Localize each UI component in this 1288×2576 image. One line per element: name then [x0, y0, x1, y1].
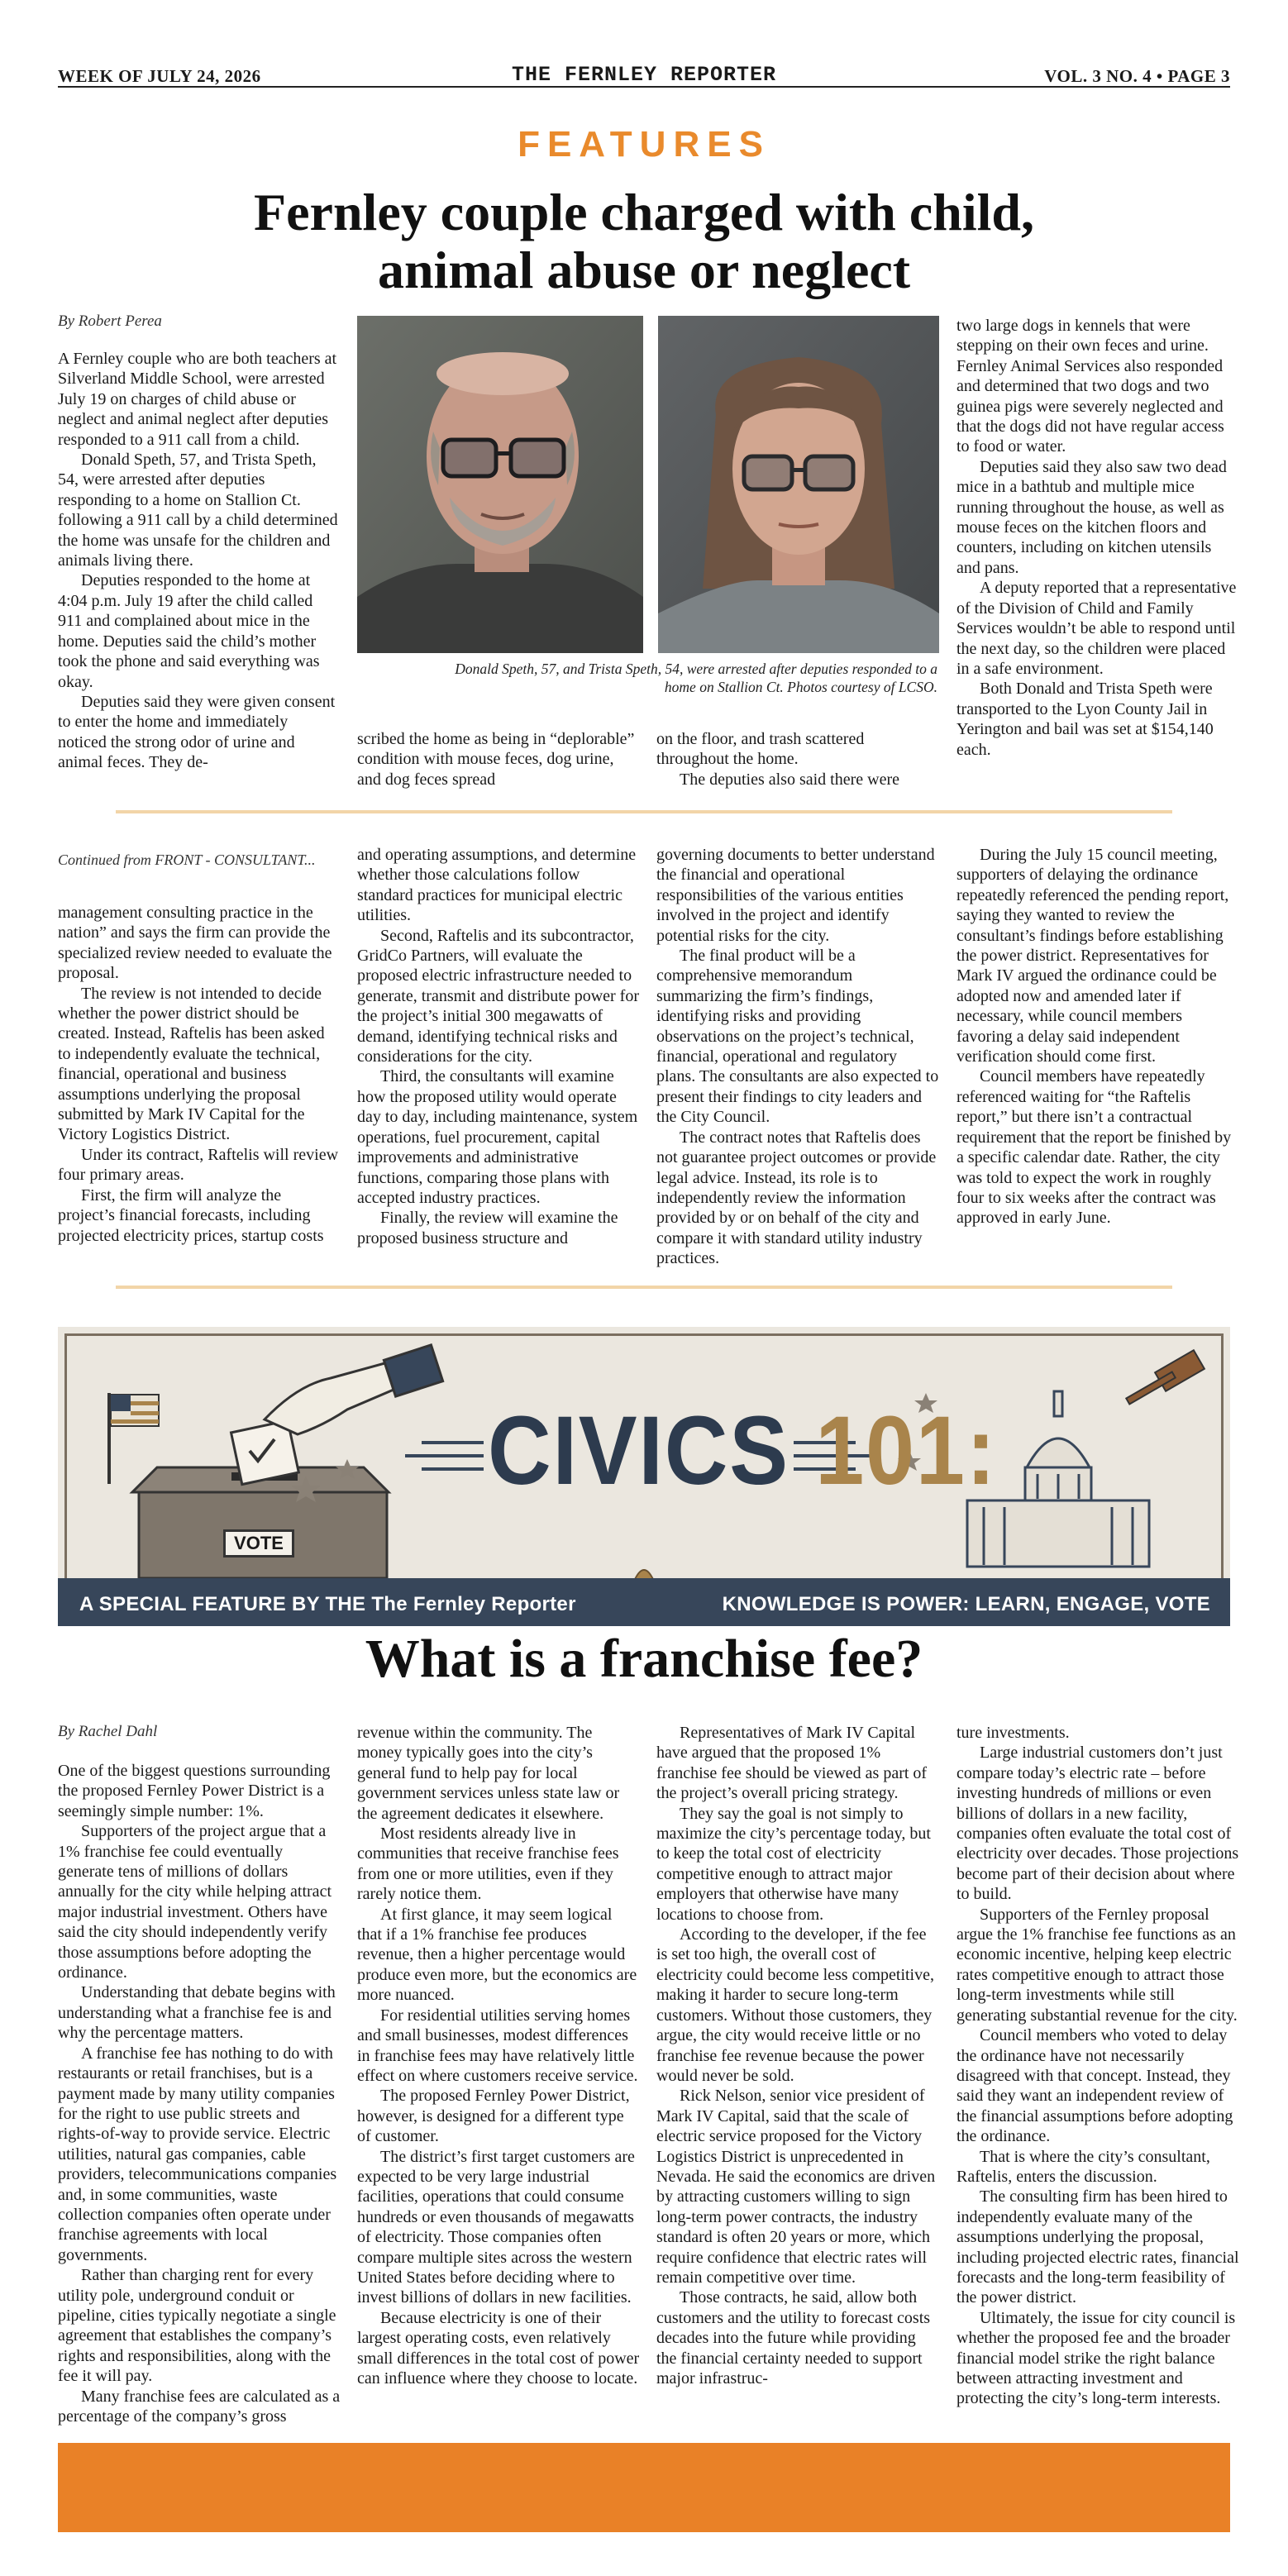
paragraph: The district’s first target customers are expected to be very large industrial facilities, operations that could consume hundreds or even thousands of megawatts of electricity. Those companies often compare multiple sites across the western United States before deciding where to invest billions of dollars in new facilities. — [357, 2147, 635, 2307]
paragraph: Finally, the review will examine the proposed business structure and — [357, 1209, 618, 1247]
paragraph: ture investments. — [956, 1724, 1070, 1742]
paragraph: Ultimately, the issue for city council is whether the proposed fee and the broader financial model strike the right balance between attracting investment and protecting the city’s long-term interests. — [956, 2308, 1236, 2408]
ballot-box-icon — [132, 1467, 389, 1578]
paragraph: Donald Speth, 57, and Trista Speth, 54, were arrested after deputies responding to a home on Stallion Ct. following a 911 call by a child determined the home was unsafe for the children and animals living there. — [58, 451, 338, 570]
paragraph: Those contracts, he said, allow both customers and the utility to forecast costs decades into the future while providing the financial certainty needed to support major infrastruc- — [656, 2288, 931, 2388]
paragraph: Supporters of the project argue that a 1% franchise fee could eventually generate tens of millions of dollars annually for the city while helping attract major industrial investment. Others have said the city should independently verify those assumptions before adopting the ordinance. — [58, 1822, 332, 1982]
article1-col2 — [357, 729, 640, 789]
article2-col4 — [956, 845, 1239, 1228]
paragraph: That is where the city’s consultant, Raftelis, enters the discussion. — [956, 2147, 1210, 2186]
paragraph: The contract notes that Raftelis does not guarantee project outcomes or provide legal advice. Instead, its role is to independently review the information provided by or on behalf of the city and compare it with standard utility industry practices. — [656, 1128, 937, 1268]
civics-title — [488, 1395, 997, 1507]
paragraph: A deputy reported that a representative of the Division of Child and Family Services wouldn’t be able to respond until the next day, so the children were placed in a safe environment. — [956, 579, 1237, 678]
paragraph: Council members who voted to delay the ordinance have not necessarily disagreed with that concept. Instead, they said they want an independent review of the financial assumptions before adopting the ordinance. — [956, 2026, 1233, 2146]
continued-label: Continued from FRONT - CONSULTANT... — [58, 852, 316, 868]
paragraph: At first glance, it may seem logical that if a 1% franchise fee produces revenue, then a higher percentage would produce even more, but the economics are more nuanced. — [357, 1905, 637, 2005]
masthead — [58, 63, 1230, 88]
article3-col1 — [58, 1761, 341, 2426]
hand-ballot-icon — [231, 1345, 443, 1485]
paragraph: The proposed Fernley Power District, however, is designed for a different type of customer. — [357, 2087, 630, 2146]
article3-col3 — [656, 1723, 939, 2388]
article2-col1 — [58, 903, 341, 1246]
paragraph: and operating assumptions, and determine whether those calculations follow standard practices for municipal electric utilities. — [357, 846, 637, 925]
paragraph: two large dogs in kennels that were stepping on their own feces and urine. Fernley Animal Services also responded and determined that two dogs and two guinea pigs were severely neglected and that the dogs did not have regular access to food or water. — [956, 317, 1224, 456]
caption-line: home on Stallion Ct. Photos courtesy of LCSO. — [664, 679, 937, 695]
paragraph: They say the goal is not simply to maximize the city’s percentage today, but to keep the total cost of electricity competitive enough to attract major employers that otherwise have many locations to choose from. — [656, 1804, 931, 1924]
paragraph: During the July 15 council meeting, supporters of delaying the ordinance repeatedly referenced the pending report, saying they wanted to review the consultant’s findings before establishing the power district. Representatives for Mark IV argued the ordinance could be adopted now and amended later if necessary, while council members favoring a delay said independent verification should come first. — [956, 846, 1229, 1066]
article3-col2 — [357, 1723, 640, 2388]
paragraph: A franchise fee has nothing to do with restaurants or retail franchises, but is a payment made by many utility companies for the right to use public streets and rights-of-way to provide service. Electric utilities, natural gas companies, cable providers, telecommunications companies and, in some communities, waste collection companies often operate under franchise agreements with local governments. — [58, 2044, 337, 2264]
paragraph: The deputies also said there were — [680, 770, 900, 789]
article1-col4 — [956, 316, 1239, 760]
woman-photo-illustration — [658, 316, 939, 653]
paragraph: on the floor, and trash scattered throughout the home. — [656, 730, 865, 769]
headline-line: animal abuse or neglect — [377, 241, 911, 299]
section-divider — [116, 1286, 1172, 1289]
paragraph: Deputies said they also saw two dead mice in a bathtub and multiple mice running throughout the house, as well as mouse feces on the kitchen floors and counters, including on kitchen utensils and pans. — [956, 457, 1227, 577]
paragraph: Most residents already live in communities that receive franchise fees from one or more utilities, even if they rarely notice them. — [357, 1825, 619, 1904]
paragraph: revenue within the community. The money typically goes into the city’s general fund to help pay for local government services unless state law or the agreement dedicates it elsewhere. — [357, 1724, 620, 1823]
paragraph: Understanding that debate begins with understanding what a franchise fee is and why the percentage matters. — [58, 1983, 336, 2043]
paragraph: Supporters of the Fernley proposal argue the 1% franchise fee functions as an economic incentive, helping keep electric rates competitive enough to attract those long-term investments while still generating substantial revenue for the city. — [956, 1905, 1238, 2025]
article3-headline: What is a franchise fee? — [365, 1629, 923, 1689]
paper-name: THE FERNLEY REPORTER — [511, 63, 777, 87]
paragraph: First, the firm will analyze the project’s financial forecasts, including projected electricity prices, startup costs — [58, 1185, 324, 1245]
article1-headline — [0, 184, 1288, 299]
byline: By Rachel Dahl — [58, 1723, 158, 1740]
civics-banner — [58, 1327, 1230, 1626]
headline-line: Fernley couple charged with child, — [254, 183, 1034, 241]
caption-line: Donald Speth, 57, and Trista Speth, 54, were arrested after deputies responded to a — [455, 661, 937, 677]
article2-col3 — [656, 845, 939, 1269]
woman-mugshot — [658, 316, 939, 653]
banner-tagline-right: KNOWLEDGE IS POWER: LEARN, ENGAGE, VOTE — [722, 1593, 1210, 1615]
paragraph: Second, Raftelis and its subcontractor, GridCo Partners, will evaluate the proposed electric infrastructure needed to generate, transmit and distribute power for the project’s initial 300 megawatts of demand, identifying technical risks and considerations for the city. — [357, 926, 639, 1066]
flag-icon — [107, 1393, 159, 1484]
paragraph: The final product will be a comprehensive memorandum summarizing the firm’s findings, identifying risks and providing observations on the project’s technical, financial, operational and regulatory plans. The consultants are also expected to present their findings to city leaders and the City Council. — [656, 947, 939, 1127]
paragraph: Representatives of Mark IV Capital have argued that the proposed 1% franchise fee should be viewed as part of the project’s overall pricing strategy. — [656, 1724, 928, 1803]
paragraph: The review is not intended to decide whether the power district should be created. Instead, Raftelis has been asked to independently evaluate the technical, financial, operational and business assumptions underlying the proposal submitted by Mark IV Capital for the Victory Logistics District. — [58, 984, 325, 1144]
paragraph: Under its contract, Raftelis will review four primary areas. — [58, 1145, 339, 1185]
paragraph: Both Donald and Trista Speth were transported to the Lyon County Jail in Yerington and bail was set at $154,140 each. — [956, 680, 1214, 759]
paragraph: Many franchise fees are calculated as a percentage of the company’s gross — [58, 2387, 341, 2426]
byline: By Robert Perea — [58, 312, 162, 330]
issue-number: VOL. 3 NO. 4 • PAGE 3 — [1044, 66, 1230, 86]
section-title: FEATURES — [518, 124, 770, 165]
man-mugshot — [357, 316, 643, 653]
paragraph: Large industrial customers don’t just compare today’s electric rate – before investing hundreds of millions or even billions of dollars in a new facility, companies often evaluate the total cost of electricity over decades. Those projections become part of their decision about where to build. — [956, 1744, 1239, 1904]
paragraph: The consulting firm has been hired to independently evaluate many of the assumptions underlying the proposal, including projected electric rates, financial forecasts and the long-term feasibility of the power district. — [956, 2187, 1239, 2307]
paragraph: Deputies responded to the home at 4:04 p.m. July 19 after the child called 911 and complained about mice in the home. Deputies said the child’s mother took the phone and said everything was okay. — [58, 571, 320, 691]
footer-bar — [58, 2443, 1230, 2532]
vote-label: VOTE — [223, 1529, 294, 1558]
banner-strip — [58, 1578, 1230, 1626]
section-divider — [116, 810, 1172, 813]
issue-date: WEEK OF JULY 24, 2026 — [58, 66, 261, 86]
civics-number: 101: — [815, 1396, 997, 1505]
article3-col4 — [956, 1723, 1239, 2409]
paragraph: According to the developer, if the fee is set too high, the overall cost of electricity could become less competitive, making it harder to secure long-term customers. Without those customers, they argue, the city would receive little or no franchise fee revenue because the power would never be sold. — [656, 1925, 934, 2085]
paragraph: Because electricity is one of their largest operating costs, even relatively small differences in the total cost of power can influence where they choose to locate. — [357, 2308, 640, 2388]
paragraph: Rick Nelson, senior vice president of Mark IV Capital, said that the scale of electric service proposed for the Victory Logistics District is unprecedented in Nevada. He said the economics are driven by attracting customers willing to sign long-term power contracts, the industry standard is often 20 years or more, which require confidence that electric rates will remain competitive over time. — [656, 2087, 936, 2287]
paragraph: Deputies said they were given consent to enter the home and immediately noticed the strong odor of urine and animal feces. They de- — [58, 692, 336, 772]
paragraph: Third, the consultants will examine how the proposed utility would operate day to day, including maintenance, system operations, fuel procurement, capital improvements and administrative functions, comparing those plans with accepted industry practices. — [357, 1067, 638, 1207]
paragraph: scribed the home as being in “deplorable” condition with mouse feces, dog urine, and dog feces spread — [357, 730, 635, 789]
article1-col1 — [58, 349, 341, 773]
paragraph: Council members have repeatedly referenced waiting for “the Raftelis report,” but there isn’t a contractual requirement that the report be finished by a specific calendar date. Rather, the city was told to expect the work in roughly four to six weeks after the contract was approved in early June. — [956, 1067, 1232, 1228]
paragraph: For residential utilities serving homes and small businesses, modest differences in franchise fees may have relatively little effect on where customers receive service. — [357, 2006, 638, 2085]
paragraph: management consulting practice in the nation” and says the firm can provide the specialized review needed to evaluate the proposal. — [58, 904, 332, 983]
paragraph: One of the biggest questions surrounding the proposed Fernley Power District is a seemingly simple number: 1%. — [58, 1762, 331, 1820]
paragraph: Rather than charging rent for every utility pole, underground conduit or pipeline, cities typically negotiate a single agreement that establishes the company’s rights and responsibilities, along with the fee it will pay. — [58, 2266, 336, 2386]
paragraph: governing documents to better understand the financial and operational responsibilities of the various entities involved in the project and identify potential risks for the city. — [656, 846, 935, 945]
gavel-icon — [1126, 1350, 1205, 1404]
paragraph: A Fernley couple who are both teachers at Silverland Middle School, were arrested July 19 on charges of child abuse or neglect and animal neglect after deputies responded to a 911 call from a child. — [58, 350, 337, 449]
man-photo-illustration — [357, 316, 643, 653]
civics-word: CIVICS — [488, 1396, 789, 1505]
article1-col3 — [656, 729, 939, 789]
article2-col2 — [357, 845, 640, 1248]
photo-caption — [357, 660, 937, 696]
banner-tagline-left: A SPECIAL FEATURE BY THE The Fernley Reporter — [79, 1593, 576, 1615]
